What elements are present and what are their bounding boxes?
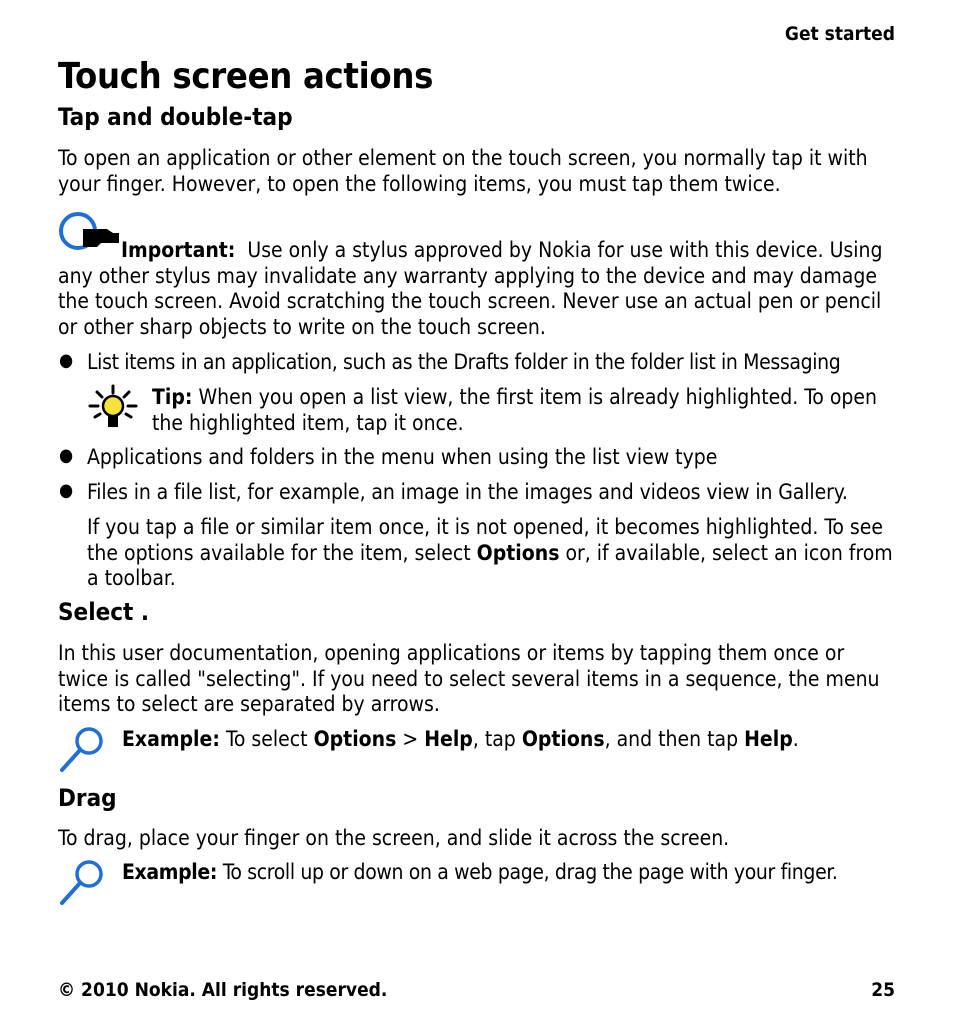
drag-text: To drag, place your finger on the screen, and slide it across the screen. [58,826,730,850]
note-options: Options [476,540,560,565]
example-help: Help [744,727,793,751]
example-options: Options [521,727,605,751]
example-arrow: > [396,727,425,751]
example-text: To select [219,727,314,751]
example-text: , and then tap [604,727,745,751]
important-text: Use only a stylus approved by Nokia for use with this device. [247,238,824,262]
copyright: © 2010 Nokia. All rights reserved. [58,979,388,1001]
important-notice [58,238,898,340]
example-label: Example: [122,727,220,751]
magnifier-icon [58,859,106,907]
tip-label: Tip: [152,385,193,409]
heading-tap: Tap and double-tap [58,103,293,131]
magnifier-icon [58,726,106,774]
section-header: Get started [784,23,895,45]
note-text-2: or, if available, select an icon from a toolbar. [87,540,893,590]
file-tap-note [87,515,899,592]
lightbulb-icon [88,384,138,434]
example-help: Help [424,727,473,751]
page-title: Touch screen actions [58,56,434,97]
bullet-item-applications: Applications and folders in the menu when using the list view type [87,445,718,469]
example-options: Options [313,727,397,751]
example-text: , tap [472,727,522,751]
tap-intro: To open an application or other element on the touch screen, you normally tap it with your finger. However, to open the following items, you must tap them twice. [58,146,868,196]
example-label: Example: [122,860,218,884]
important-rest: Using any other stylus may invalidate any warranty applying to the device and may damage the touch screen. Avoid scratching the touch screen. Never use an actual pen or pencil or other sharp objects to write on the touch screen. [58,238,883,339]
drag-example [122,860,902,886]
select-text: In this user documentation, opening applications or items by tapping them once or twice is called "selecting". If you need to select several items in a sequence, the menu items to select are separated by arrows. [58,641,880,716]
bullet-dot: ● [59,445,74,466]
bullet-dot: ● [59,480,74,501]
bullet-dot: ● [59,350,74,371]
bullet-item-files: Files in a file list, for example, an image in the images and videos view in Gallery. [87,480,848,504]
heading-drag: Drag [58,784,117,812]
example-text: To scroll up or down on a web page, drag the page with your finger. [217,860,838,884]
important-label: Important: [121,238,236,262]
note-text-1: If you tap a file or similar item once, it is not opened, it becomes highlighted. To see the options available for the item, select [87,515,884,565]
page-number: 25 [871,979,895,1001]
heading-select: Select . [58,598,150,626]
bullet-item-list-items: List items in an application, such as the Drafts folder in the folder list in Messaging [87,350,841,374]
tip-box [152,385,892,436]
example-text: . [792,727,799,751]
select-example [122,727,902,753]
tip-text: When you open a list view, the first item is already highlighted. To open the highlighted item, tap it once. [152,385,877,435]
